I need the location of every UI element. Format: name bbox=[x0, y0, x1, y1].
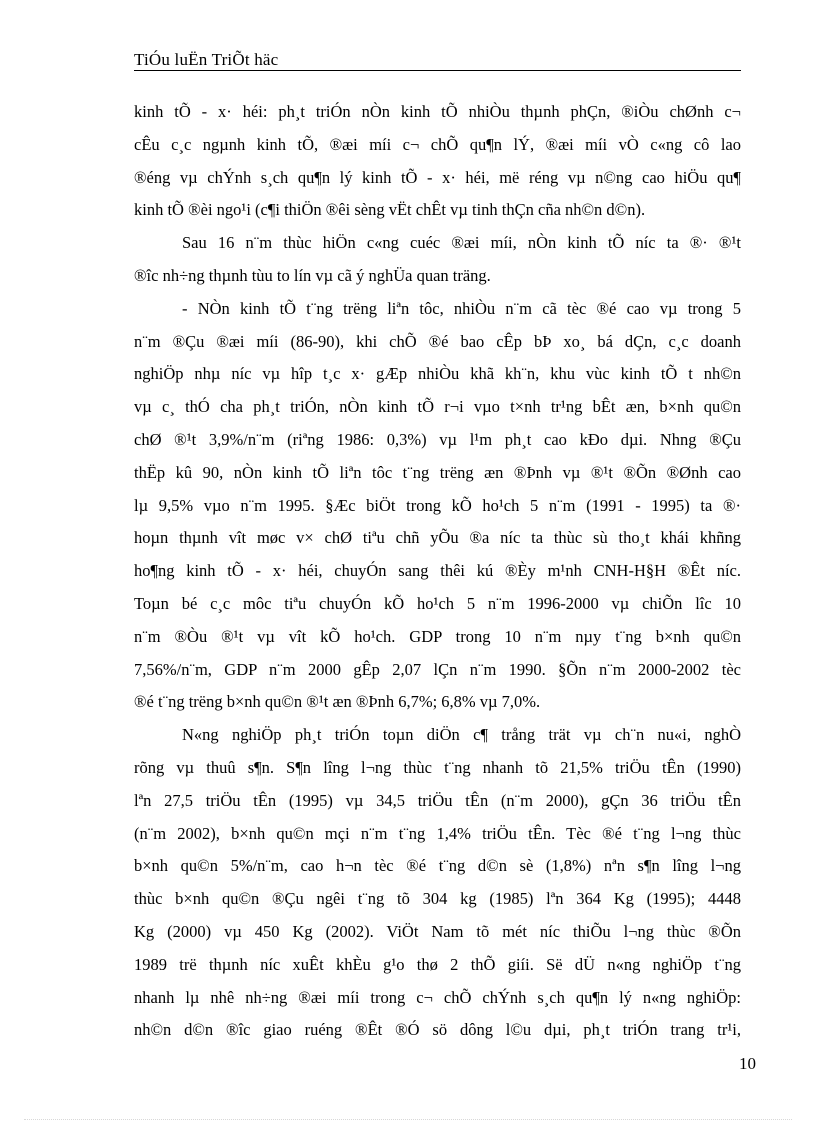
body-text bbox=[134, 96, 741, 1047]
text-line: Kg (2000) vµ 450 Kg (2002). ViÖt Nam tõ mét níc thiÕu l¬ng thùc ®Õn bbox=[134, 921, 741, 941]
text-line: - NÒn kinh tÕ t¨ng trëng liªn tôc, nhiÒu n¨m cã tèc ®é cao vµ trong 5 bbox=[182, 298, 741, 318]
text-line: 1989 trë thµnh níc xuÊt khÈu g¹o thø 2 thÕ giíi. Së dÜ n«ng nghiÖp t¨ng bbox=[134, 954, 741, 974]
header-rule bbox=[134, 70, 741, 71]
text-line: rõng vµ thuû s¶n. S¶n lîng l¬ng thùc t¨ng nhanh tõ 21,5% triÖu tÊn (1990) bbox=[134, 757, 741, 777]
text-line: ho¶ng kinh tÕ - x· héi, chuyÓn sang thêi kú ®Èy m¹nh CNH-H§H ®Êt níc. bbox=[134, 561, 741, 581]
text-line: Toµn bé c¸c môc tiªu chuyÓn kÕ ho¹ch 5 n¨m 1996-2000 vµ chiÕn lîc 10 bbox=[134, 593, 741, 613]
text-line: nh©n d©n ®îc giao ruéng ®Êt ®Ó sö dông l©u dµi, ph¸t triÓn trang tr¹i, bbox=[134, 1020, 741, 1040]
text-line: (n¨m 2002), b×nh qu©n mçi n¨m t¨ng 1,4% triÖu tÊn. Tèc ®é t¨ng l¬ng thùc bbox=[134, 823, 741, 843]
text-line: nhanh lµ nhê nh÷ng ®æi míi trong c¬ chÕ chÝnh s¸ch qu¶n lý n«ng nghiÖp: bbox=[134, 987, 741, 1007]
text-line: kinh tÕ ®èi ngo¹i (c¶i thiÖn ®êi sèng vËt chÊt vµ tinh thÇn cña nh©n d©n). bbox=[134, 200, 646, 220]
text-line: Sau 16 n¨m thùc hiÖn c«ng cuéc ®æi míi, nÒn kinh tÕ níc ta ®· ®¹t bbox=[182, 233, 741, 253]
text-line: N«ng nghiÖp ph¸t triÓn toµn diÖn c¶ trång trät vµ ch¨n nu«i, nghÒ bbox=[182, 725, 741, 745]
text-line: lªn 27,5 triÖu tÊn (1995) vµ 34,5 triÖu tÊn (n¨m 2000), gÇn 36 triÖu tÊn bbox=[134, 790, 741, 810]
text-line: b×nh qu©n 5%/n¨m, cao h¬n tèc ®é t¨ng d©n sè (1,8%) nªn s¶n lîng l¬ng bbox=[134, 856, 741, 876]
text-line: thËp kû 90, nÒn kinh tÕ liªn tôc t¨ng trëng æn ®Þnh vµ ®¹t ®Õn ®Ønh cao bbox=[134, 462, 741, 482]
text-line: ®îc nh÷ng thµnh tùu to lín vµ cã ý nghÜa quan träng. bbox=[134, 265, 491, 285]
text-line: lµ 9,5% vµo n¨m 1995. §Æc biÖt trong kÕ ho¹ch 5 n¨m (1991 - 1995) ta ®· bbox=[134, 495, 741, 515]
text-line: ®éng vµ chÝnh s¸ch qu¶n lý kinh tÕ - x· héi, më réng vµ n©ng cao hiÖu qu¶ bbox=[134, 167, 741, 187]
text-line: ®é t¨ng trëng b×nh qu©n ®¹t æn ®Þnh 6,7%; 6,8% vµ 7,0%. bbox=[134, 692, 541, 712]
text-line: n¨m ®Òu ®¹t vµ vît kÕ ho¹ch. GDP trong 10 n¨m nµy t¨ng b×nh qu©n bbox=[134, 626, 741, 646]
text-line: thùc b×nh qu©n ®Çu ngêi t¨ng tõ 304 kg (1985) lªn 364 Kg (1995); 4448 bbox=[134, 889, 741, 909]
running-header: TiÓu luËn TriÕt häc bbox=[134, 50, 279, 69]
page-number: 10 bbox=[739, 1054, 756, 1073]
text-line: vµ c¸ thÓ cha ph¸t triÓn, nÒn kinh tÕ r¬i vµo t×nh tr¹ng bÊt æn, b×nh qu©n bbox=[134, 397, 741, 417]
text-line: hoµn thµnh vît møc v× chØ tiªu chñ yÕu ®a níc ta thùc sù tho¸t khái khñng bbox=[134, 528, 741, 548]
text-line: 7,56%/n¨m, GDP n¨m 2000 gÊp 2,07 lÇn n¨m 1990. §Õn n¨m 2000-2002 tèc bbox=[134, 659, 741, 679]
page-bottom-border bbox=[24, 1119, 792, 1120]
text-line: cÊu c¸c ngµnh kinh tÕ, ®æi míi c¬ chÕ qu¶n lÝ, ®æi míi vÒ c«ng cô lao bbox=[134, 134, 741, 154]
text-line: kinh tÕ - x· héi: ph¸t triÓn nÒn kinh tÕ nhiÒu thµnh phÇn, ®iÒu chØnh c¬ bbox=[134, 102, 741, 121]
text-line: chØ ®¹t 3,9%/n¨m (riªng 1986: 0,3%) vµ l¹m ph¸t cao kÐo dµi. Nhng ®Çu bbox=[134, 429, 741, 449]
text-line: n¨m ®Çu ®æi míi (86-90), khi chÕ ®é bao cÊp bÞ xo¸ bá dÇn, c¸c doanh bbox=[134, 331, 741, 351]
text-line: nghiÖp nhµ níc vµ hîp t¸c x· gÆp nhiÒu khã kh¨n, khu vùc kinh tÕ t nh©n bbox=[134, 364, 741, 384]
